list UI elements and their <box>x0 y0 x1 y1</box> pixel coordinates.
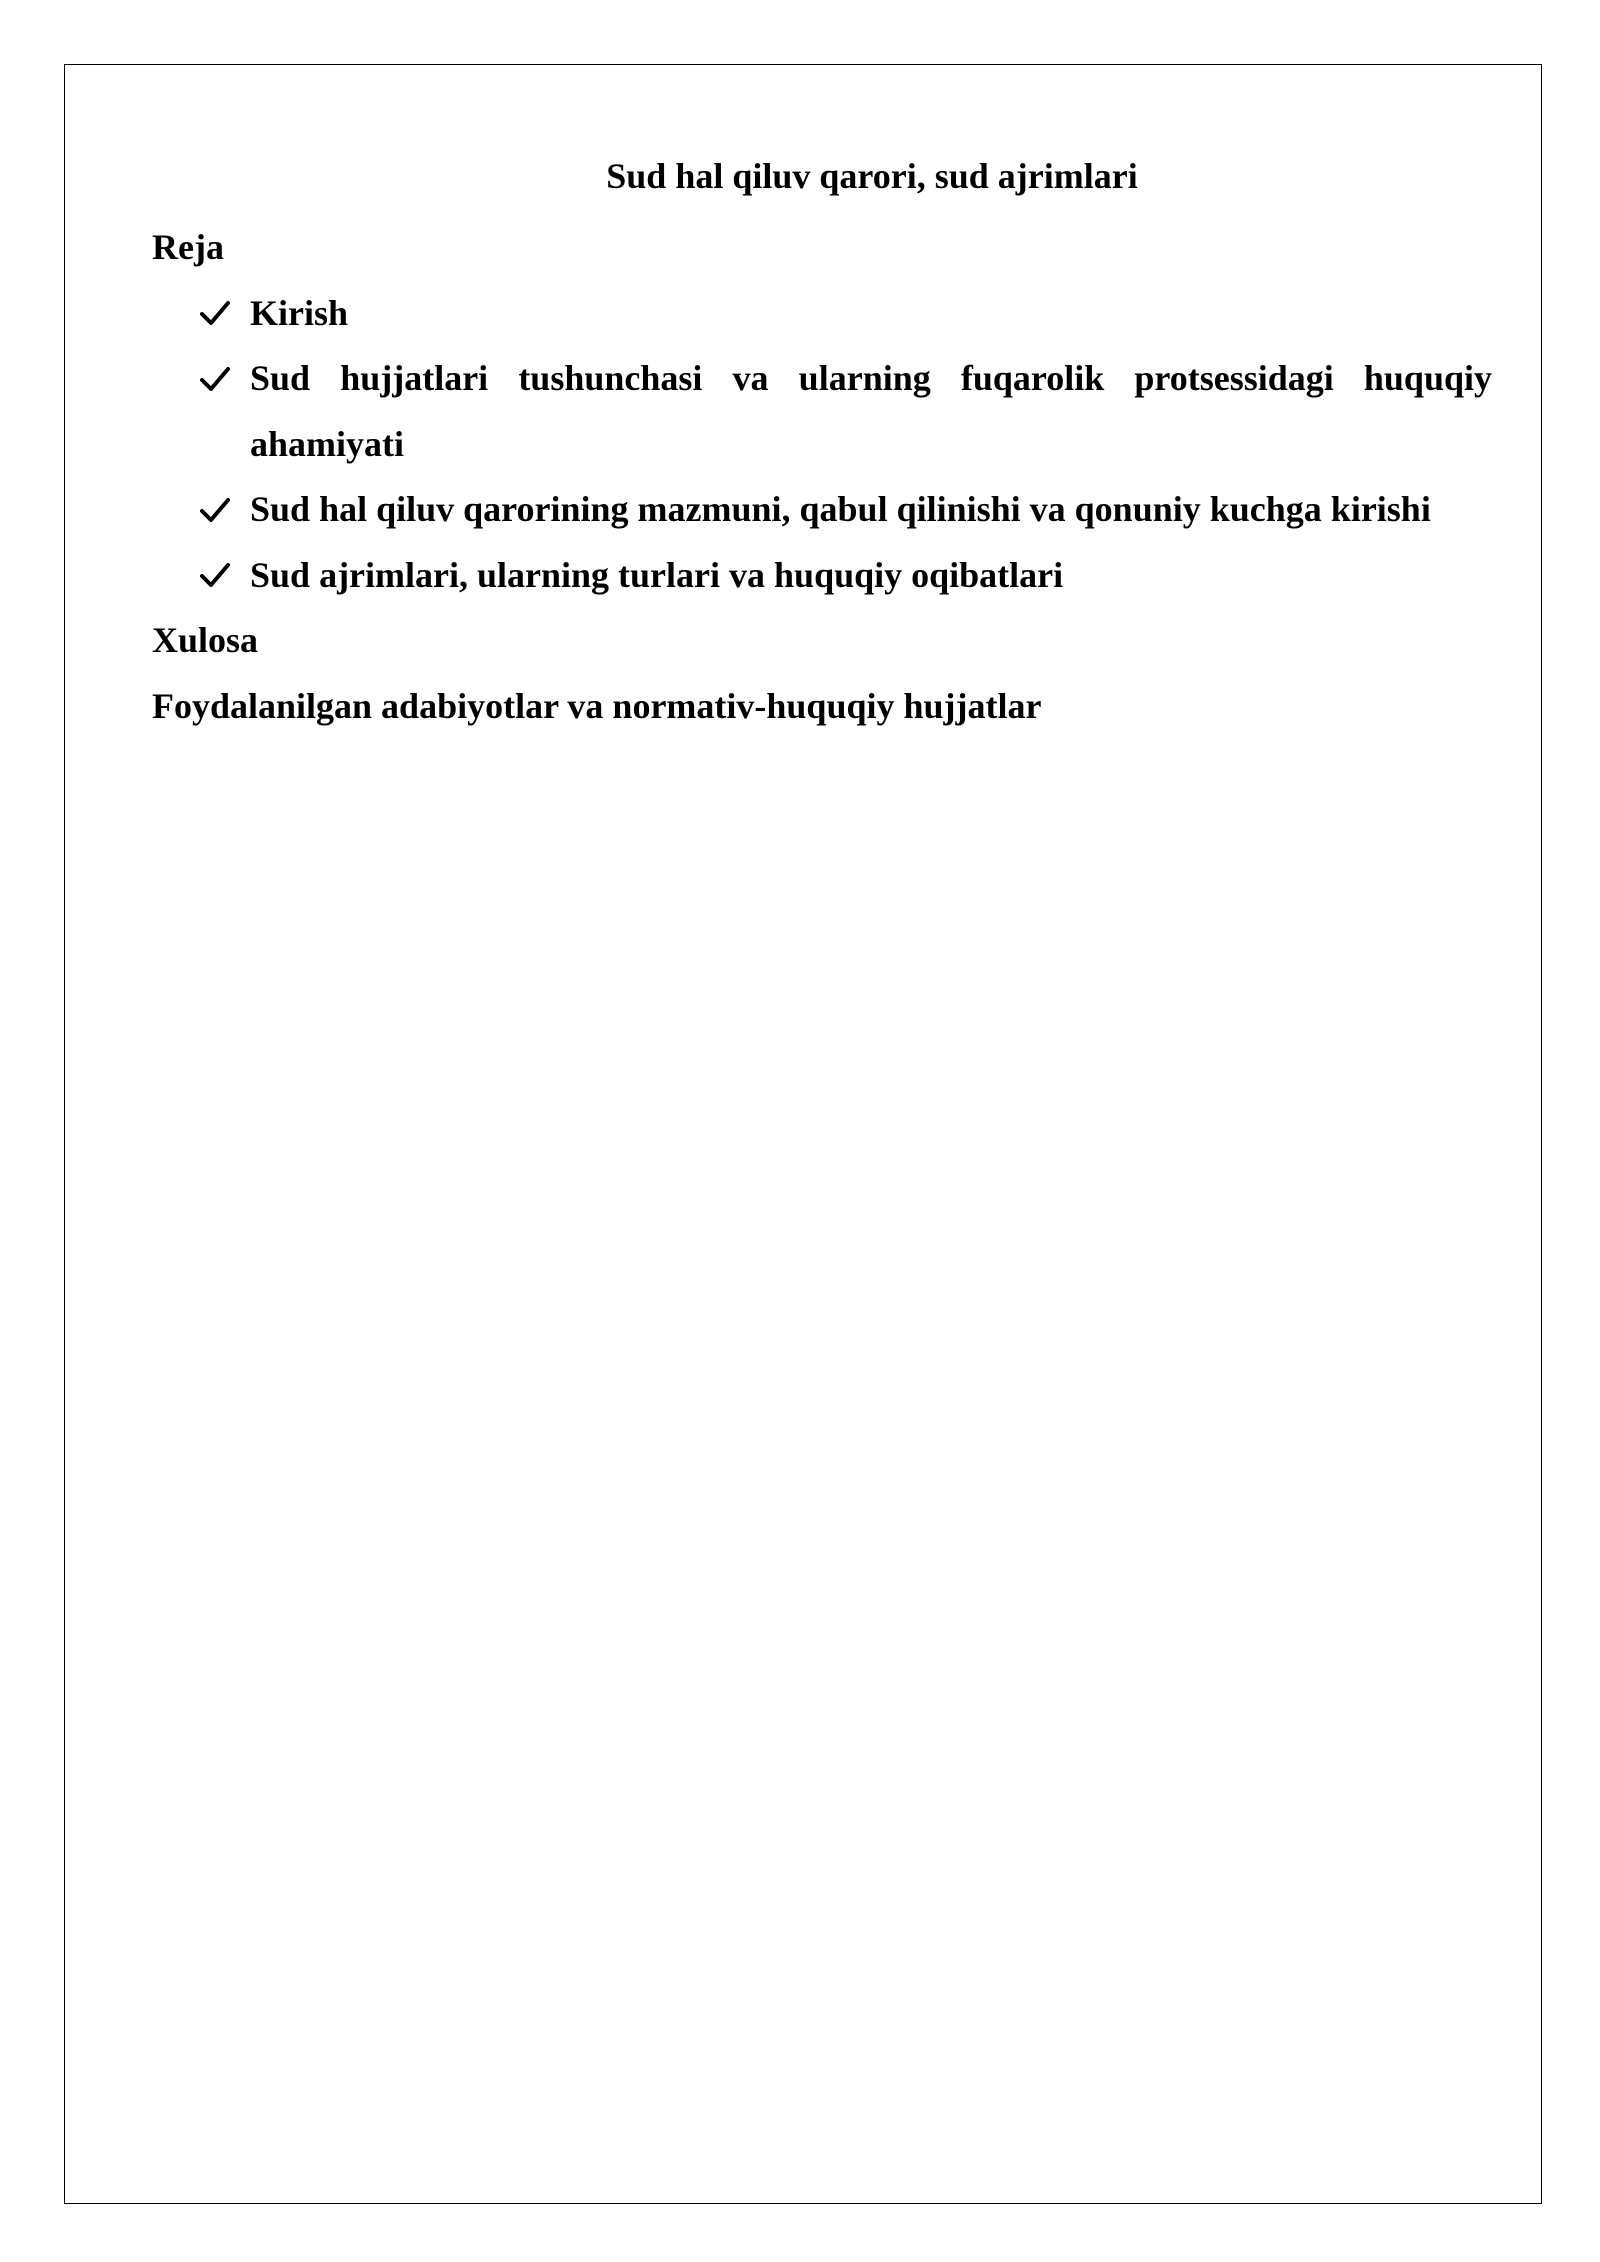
plan-item-label: Sud hal qiluv qarorining mazmuni, qabul qilinishi va qonuniy kuchga kirishi <box>250 489 1431 529</box>
plan-heading: Reja <box>152 227 224 267</box>
checkmark-icon <box>200 543 234 609</box>
checkmark-icon <box>200 477 234 543</box>
checkmark-icon <box>200 346 234 412</box>
conclusion-heading: Xulosa <box>152 620 259 660</box>
checkmark-icon <box>200 281 234 347</box>
plan-item <box>200 543 1492 609</box>
plan-item-label: Sud hujjatlari tushunchasi va ularning fuqarolik protsessidagi huquqiy ahamiyati <box>250 358 1492 464</box>
document-body <box>152 215 1492 739</box>
plan-item-label: Kirish <box>250 292 349 333</box>
plan-item-label: Sud ajrimlari, ularning turlari va huquqiy oqibatlari <box>250 554 1064 595</box>
plan-item <box>200 346 1492 477</box>
document-title: Sud hal qiluv qarori, sud ajrimlari <box>606 156 1138 196</box>
plan-list <box>152 281 1492 609</box>
plan-item <box>200 281 1492 347</box>
plan-item <box>200 477 1492 543</box>
references-heading: Foydalanilgan adabiyotlar va normativ-huquqiy hujjatlar <box>152 685 1042 726</box>
